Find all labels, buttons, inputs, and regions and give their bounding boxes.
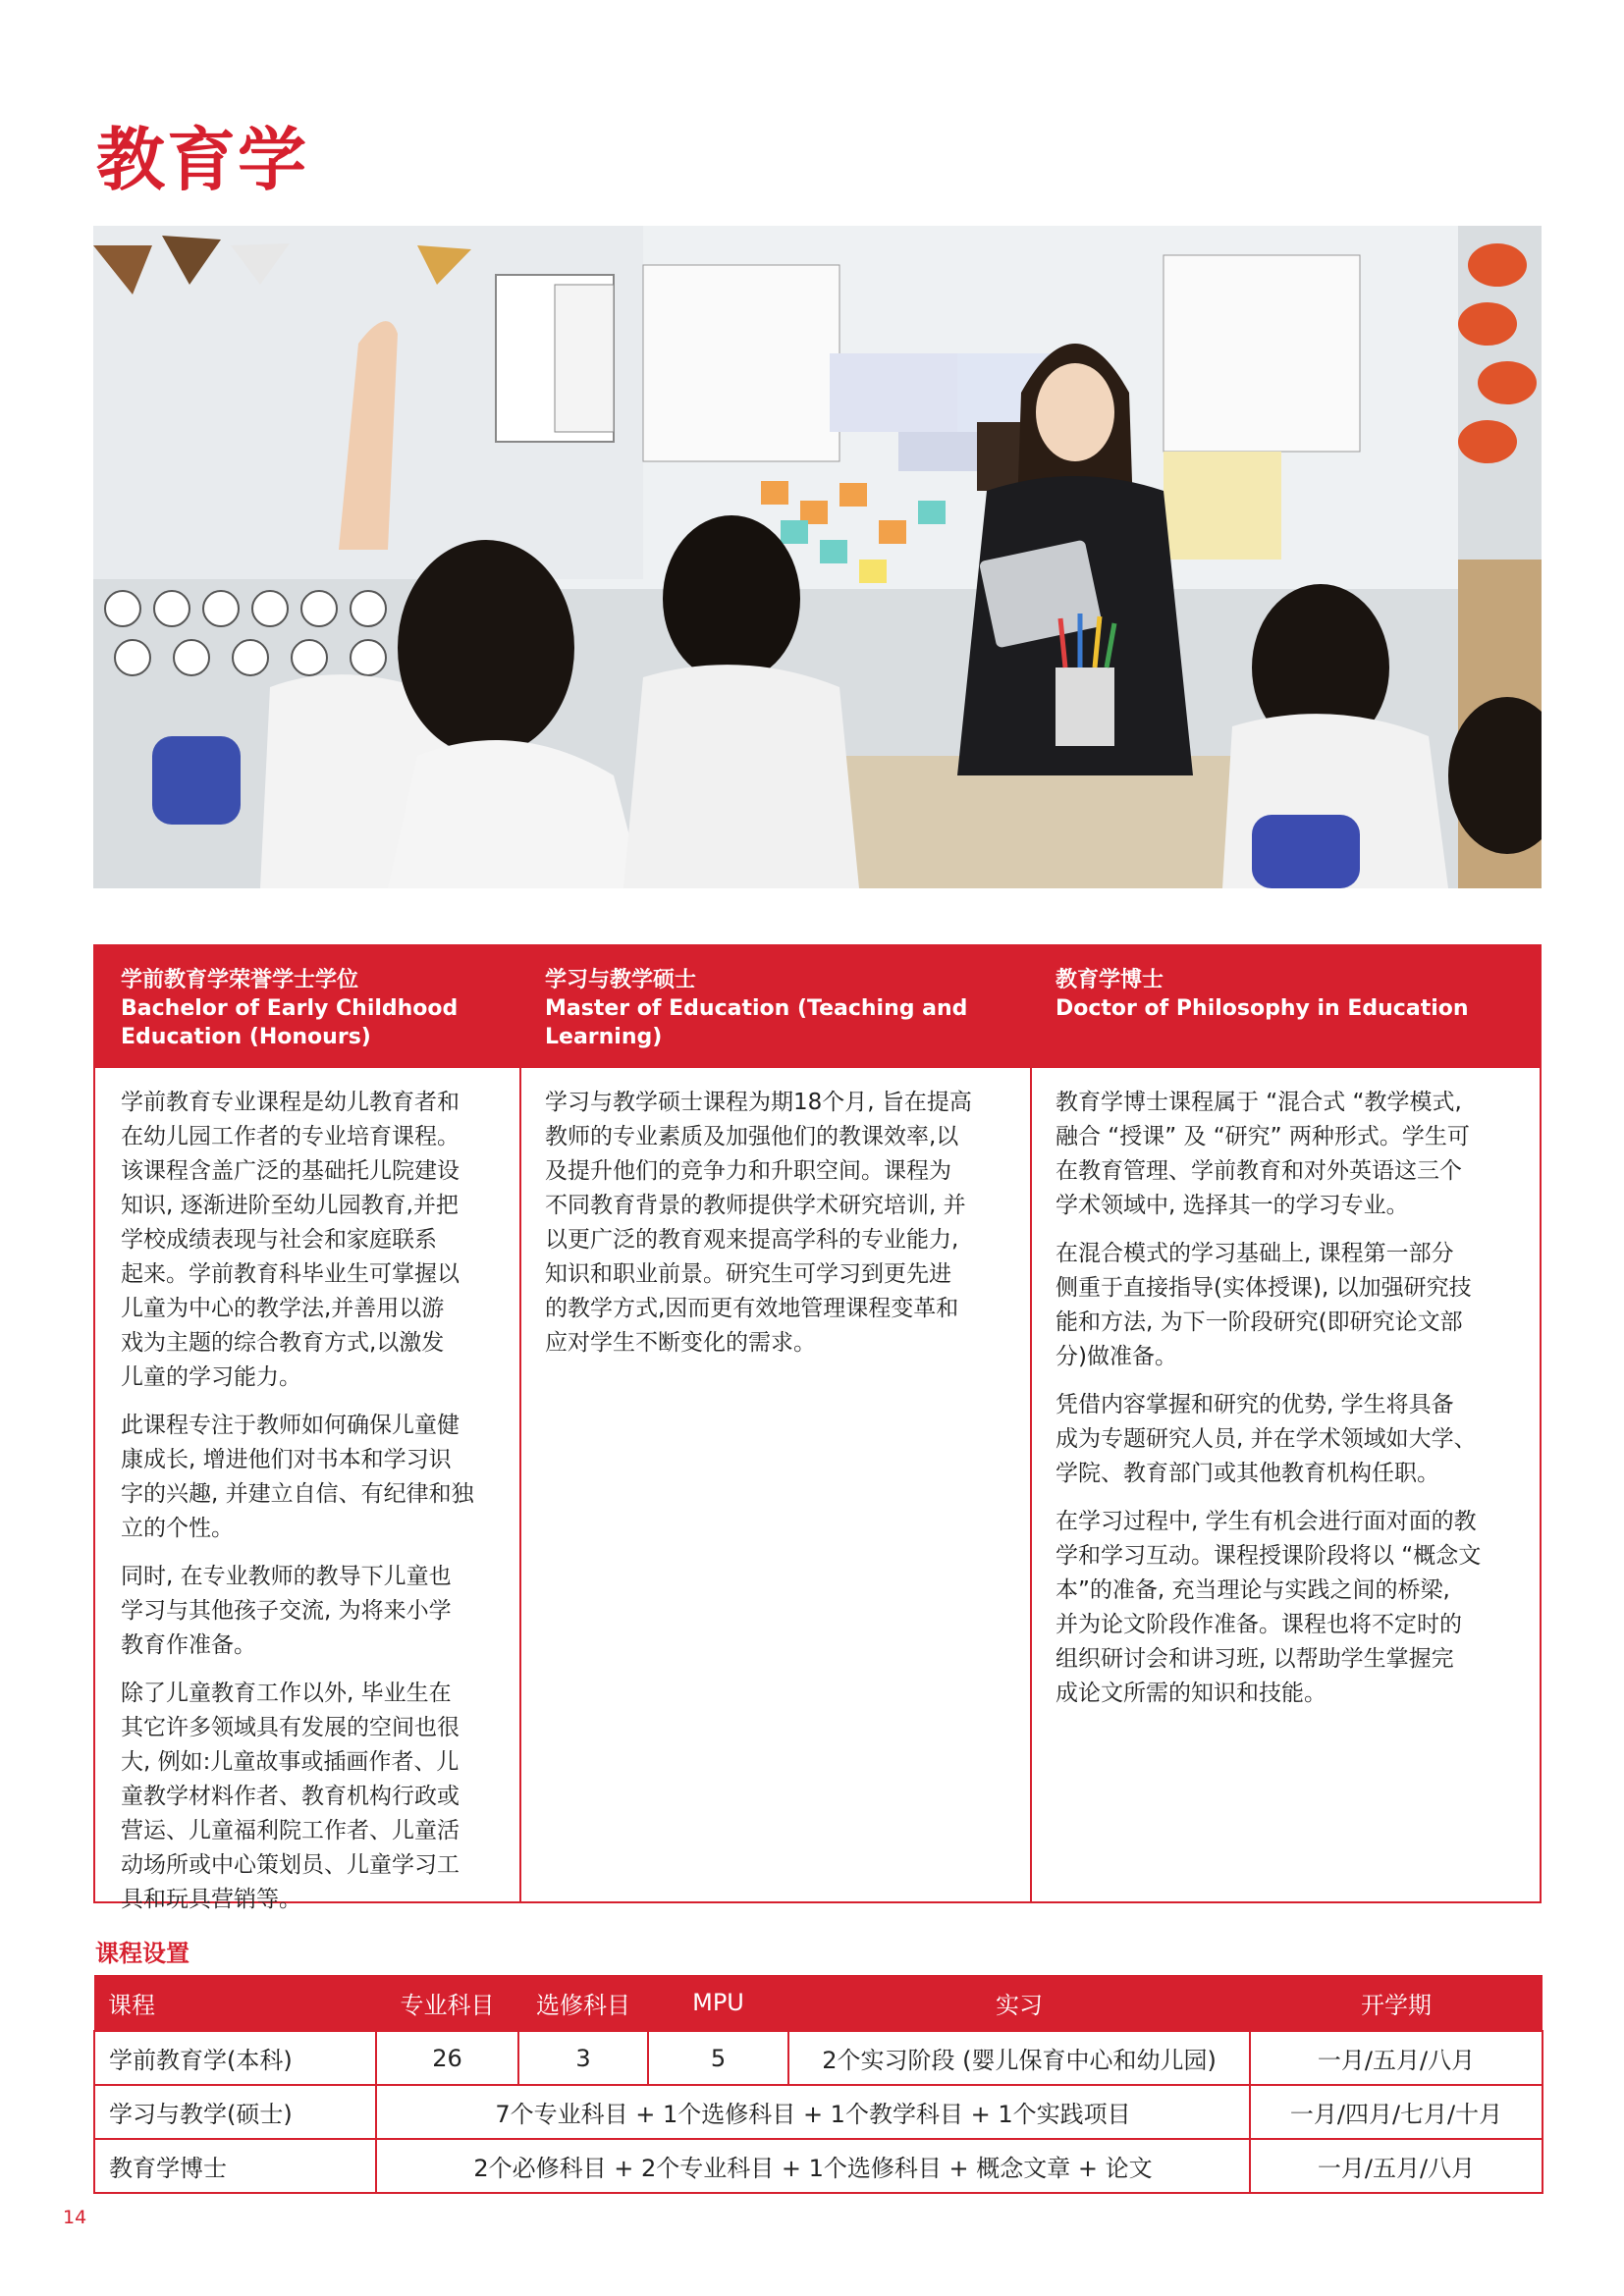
- description-line: 此课程专注于教师如何确保儿童健: [121, 1413, 460, 1438]
- programme-2-title-cn: 学习与教学硕士: [545, 968, 697, 992]
- description-line: 立的个性。: [121, 1516, 234, 1541]
- cell-intake: 一月/五月/八月: [1250, 2031, 1543, 2085]
- cell-course: 学习与教学(硕士): [94, 2085, 376, 2139]
- programme-1-title-cn: 学前教育学荣誉学士学位: [121, 968, 359, 992]
- description-line: 具和玩具营销等。: [121, 1887, 301, 1912]
- description-line: 的教学方式,因而更有效地管理课程变革和: [545, 1296, 959, 1321]
- description-paragraph: [121, 1560, 514, 1663]
- programme-1-title-en: Bachelor of Early Childhood: [121, 996, 459, 1021]
- description-line: 应对学生不断变化的需求。: [545, 1330, 816, 1356]
- programme-3-title-en: Doctor of Philosophy in Education: [1056, 996, 1469, 1021]
- programme-1-heading: [121, 966, 514, 1051]
- classroom-photo: [93, 226, 1542, 888]
- programmes-header: [95, 946, 1540, 1068]
- description-paragraph: [1056, 1505, 1527, 1711]
- description-paragraph: [1056, 1388, 1527, 1491]
- description-line: 分)做准备。: [1056, 1344, 1177, 1369]
- description-line: 儿童为中心的教学法,并善用以游: [121, 1296, 445, 1321]
- cell-course: 学前教育学(本科): [94, 2031, 376, 2085]
- description-line: 在学习过程中, 学生有机会进行面对面的教: [1056, 1509, 1477, 1534]
- description-line: 在教育管理、学前教育和对外英语这三个: [1056, 1158, 1462, 1184]
- description-line: 教育作准备。: [121, 1632, 256, 1658]
- header-internship: 实习: [788, 1975, 1250, 2031]
- cell-internship: 2个实习阶段 (婴儿保育中心和幼儿园): [788, 2031, 1250, 2085]
- header-mpu: MPU: [648, 1975, 788, 2031]
- header-elective: 选修科目: [518, 1975, 648, 2031]
- programme-2-title-en-2: Learning): [545, 1025, 663, 1049]
- table-header-row: [94, 1975, 1543, 2031]
- description-line: 其它许多领域具有发展的空间也很: [121, 1715, 460, 1740]
- description-paragraph: [1056, 1237, 1527, 1374]
- programmes-box: [93, 944, 1542, 1912]
- description-line: 成为专题研究人员, 并在学术领域如大学、: [1056, 1426, 1477, 1452]
- programme-1-description: [121, 1086, 514, 1931]
- description-paragraph: [121, 1677, 514, 1917]
- course-table: [93, 1975, 1543, 2194]
- table-row: [94, 2031, 1543, 2085]
- description-paragraph: [121, 1086, 514, 1395]
- description-line: 同时, 在专业教师的教导下儿童也: [121, 1564, 452, 1589]
- description-line: 本”的准备, 充当理论与实践之间的桥梁,: [1056, 1577, 1450, 1603]
- description-line: 组织研讨会和讲习班, 以帮助学生掌握完: [1056, 1646, 1454, 1672]
- cell-structure: 7个专业科目 + 1个选修科目 + 1个教学科目 + 1个实践项目: [376, 2085, 1250, 2139]
- cell-structure: 2个必修科目 + 2个专业科目 + 1个选修科目 + 概念文章 + 论文: [376, 2139, 1250, 2193]
- description-line: 融合 “授课” 及 “研究” 两种形式。学生可: [1056, 1124, 1470, 1149]
- description-line: 学前教育专业课程是幼儿教育者和: [121, 1090, 460, 1115]
- description-line: 字的兴趣, 并建立自信、有纪律和独: [121, 1481, 474, 1507]
- course-section-label: 课程设置: [95, 1940, 189, 1967]
- description-line: 康成长, 增进他们对书本和学习识: [121, 1447, 452, 1472]
- programme-3-title-cn: 教育学博士: [1056, 968, 1164, 992]
- description-line: 除了儿童教育工作以外, 毕业生在: [121, 1681, 452, 1706]
- description-line: 能和方法, 为下一阶段研究(即研究论文部: [1056, 1309, 1463, 1335]
- description-line: 学习与教学硕士课程为期18个月, 旨在提高: [545, 1090, 972, 1115]
- description-line: 戏为主题的综合教育方式,以激发: [121, 1330, 445, 1356]
- description-line: 及提升他们的竞争力和升职空间。课程为: [545, 1158, 951, 1184]
- programme-2-description: [545, 1086, 1016, 1374]
- programme-2-title-en: Master of Education (Teaching and: [545, 996, 968, 1021]
- description-line: 儿童的学习能力。: [121, 1364, 301, 1390]
- cell-elective: 3: [518, 2031, 648, 2085]
- description-line: 知识, 逐渐进阶至幼儿园教育,并把: [121, 1193, 459, 1218]
- cell-mpu: 5: [648, 2031, 788, 2085]
- description-line: 动场所或中心策划员、儿童学习工: [121, 1852, 460, 1878]
- description-line: 教育学博士课程属于 “混合式 “教学模式,: [1056, 1090, 1462, 1115]
- header-course: 课程: [94, 1975, 376, 2031]
- description-line: 大, 例如:儿童故事或插画作者、儿: [121, 1749, 460, 1775]
- description-paragraph: [545, 1086, 1016, 1361]
- description-line: 成论文所需的知识和技能。: [1056, 1681, 1326, 1706]
- description-paragraph: [121, 1409, 514, 1546]
- description-line: 侧重于直接指导(实体授课), 以加强研究技: [1056, 1275, 1472, 1301]
- table-row: [94, 2085, 1543, 2139]
- page-title: 教育学: [96, 120, 308, 200]
- programme-1-title-en-2: Education (Honours): [121, 1025, 371, 1049]
- description-line: 并为论文阶段作准备。课程也将不定时的: [1056, 1612, 1462, 1637]
- header-major: 专业科目: [376, 1975, 518, 2031]
- description-line: 教师的专业素质及加强他们的教课效率,以: [545, 1124, 959, 1149]
- description-line: 知识和职业前景。研究生可学习到更先进: [545, 1261, 951, 1287]
- cell-course: 教育学博士: [94, 2139, 376, 2193]
- description-line: 学校成绩表现与社会和家庭联系: [121, 1227, 437, 1253]
- description-line: 凭借内容掌握和研究的优势, 学生将具备: [1056, 1392, 1454, 1417]
- description-line: 起来。学前教育科毕业生可掌握以: [121, 1261, 460, 1287]
- column-divider: [519, 1068, 521, 1903]
- description-line: 营运、儿童福利院工作者、儿童活: [121, 1818, 460, 1843]
- description-line: 该课程含盖广泛的基础托儿院建设: [121, 1158, 460, 1184]
- description-line: 学院、教育部门或其他教育机构任职。: [1056, 1461, 1439, 1486]
- description-line: 童教学材料作者、教育机构行政或: [121, 1784, 460, 1809]
- header-intake: 开学期: [1250, 1975, 1543, 2031]
- cell-major: 26: [376, 2031, 518, 2085]
- description-line: 不同教育背景的教师提供学术研究培训, 并: [545, 1193, 966, 1218]
- page-number: 14: [63, 2207, 87, 2228]
- programme-3-heading: [1056, 966, 1517, 1023]
- description-line: 学和学习互动。课程授课阶段将以 “概念文: [1056, 1543, 1482, 1569]
- column-divider: [1030, 1068, 1032, 1903]
- description-line: 学术领域中, 选择其一的学习专业。: [1056, 1193, 1409, 1218]
- description-line: 学习与其他孩子交流, 为将来小学: [121, 1598, 452, 1624]
- classroom-photo-illustration: [93, 226, 1542, 888]
- description-line: 在幼儿园工作者的专业培育课程。: [121, 1124, 460, 1149]
- programme-3-description: [1056, 1086, 1527, 1725]
- programme-2-heading: [545, 966, 997, 1051]
- cell-intake: 一月/四月/七月/十月: [1250, 2085, 1543, 2139]
- description-line: 以更广泛的教育观来提高学科的专业能力,: [545, 1227, 959, 1253]
- table-row: [94, 2139, 1543, 2193]
- description-paragraph: [1056, 1086, 1527, 1223]
- description-line: 在混合模式的学习基础上, 课程第一部分: [1056, 1241, 1454, 1266]
- cell-intake: 一月/五月/八月: [1250, 2139, 1543, 2193]
